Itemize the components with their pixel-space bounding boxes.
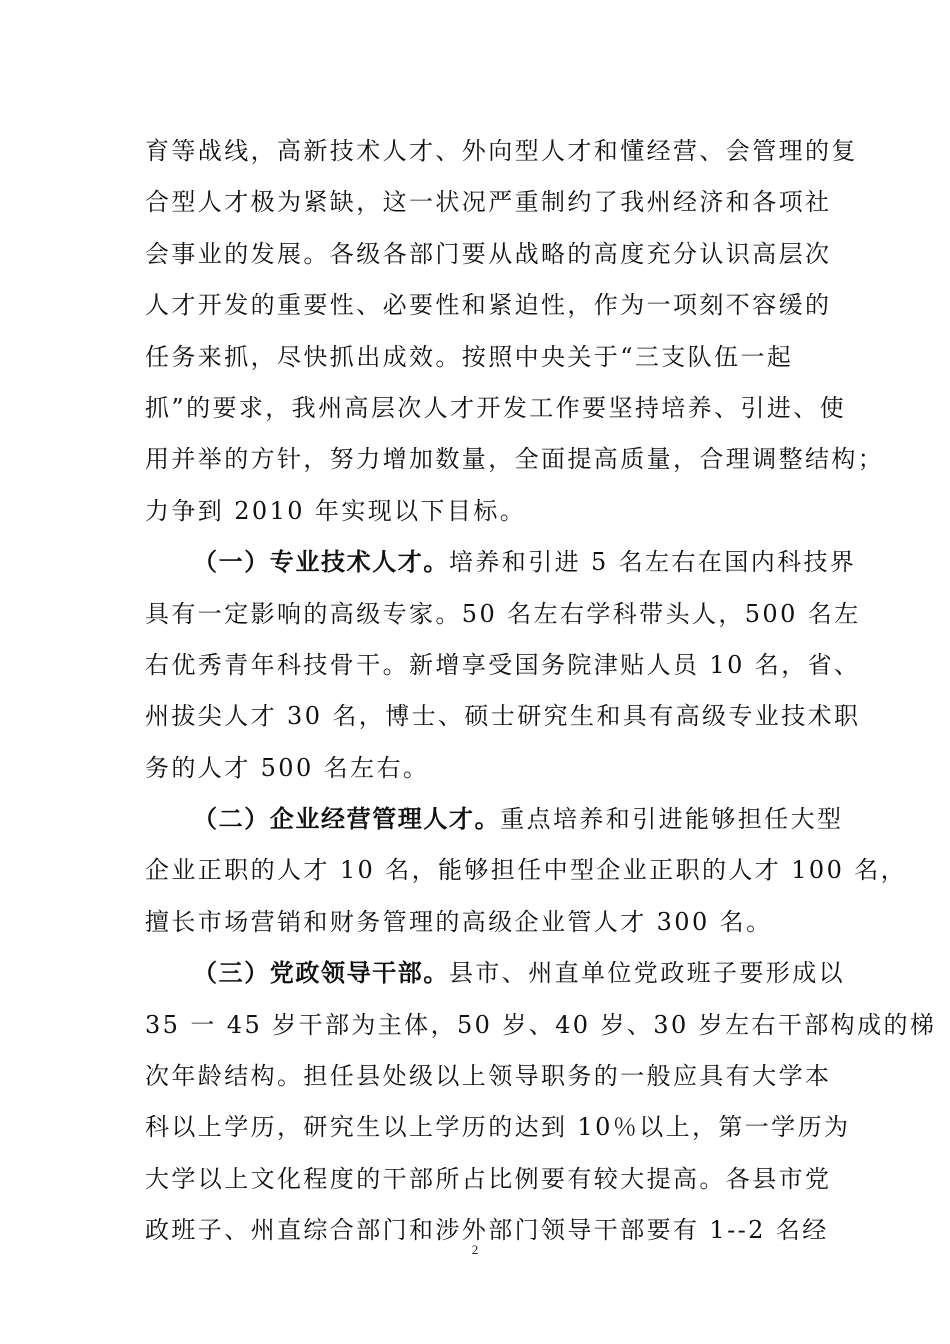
- paragraph-line: 合型人才极为紧缺，这一状况严重制约了我州经济和各项社: [145, 188, 832, 217]
- section-2-line: 擅长市场营销和财务管理的高级企业管人才 300 名。: [145, 907, 773, 936]
- section-3-first-line: [145, 948, 845, 999]
- section-1-line: 具有一定影响的高级专家。50 名左右学科带头人，500 名左: [145, 599, 861, 628]
- section-1-first-line: [145, 537, 857, 588]
- section-1-heading: （一）专业技术人才。: [193, 548, 449, 577]
- section-2-heading: （二）企业经营管理人才。: [193, 805, 501, 834]
- section-1-line: 务的人才 500 名左右。: [145, 753, 430, 782]
- section-3-line: 35 一 45 岁干部为主体，50 岁、40 岁、30 岁左右干部构成的梯: [145, 1010, 937, 1039]
- section-3-line: 次年龄结构。担任县处级以上领导职务的一般应具有大学本: [145, 1062, 832, 1091]
- section-3-line: 科以上学历，研究生以上学历的达到 10％以上，第一学历为: [145, 1113, 851, 1142]
- paragraph-line: 人才开发的重要性、必要性和紧迫性，作为一项刻不容缓的: [145, 291, 832, 320]
- section-1-line: 州拔尖人才 30 名，博士、硕士研究生和具有高级专业技术职: [145, 702, 861, 731]
- paragraph-line: 会事业的发展。各级各部门要从战略的高度充分认识高层次: [145, 239, 832, 268]
- paragraph-line: 用并举的方针，努力增加数量，全面提高质量，合理调整结构；: [145, 445, 885, 474]
- section-1-text: 培养和引进 5 名左右在国内科技界: [449, 548, 857, 577]
- section-1-line: 右优秀青年科技骨干。新增享受国务院津贴人员 10 名，省、: [145, 650, 861, 679]
- section-2-text: 重点培养和引进能够担任大型: [500, 805, 844, 834]
- section-3-line: 政班子、州直综合部门和涉外部门领导干部要有 1--2 名经: [145, 1216, 829, 1245]
- page-number: 2: [471, 1242, 479, 1257]
- section-3-line: 大学以上文化程度的干部所占比例要有较大提高。各县市党: [145, 1164, 832, 1193]
- paragraph-line: 任务来抓，尽快抓出成效。按照中央关于“三支队伍一起: [145, 342, 794, 371]
- section-2-first-line: [145, 794, 844, 845]
- section-3-heading: （三）党政领导干部。: [193, 959, 449, 988]
- document-body: [145, 126, 937, 1257]
- section-3-text: 县市、州直单位党政班子要形成以: [449, 959, 845, 988]
- paragraph-line: 育等战线，高新技术人才、外向型人才和懂经营、会管理的复: [145, 137, 858, 165]
- paragraph-line: 力争到 2010 年实现以下目标。: [145, 496, 527, 525]
- paragraph-line: 抓”的要求，我州高层次人才开发工作要坚持培养、引进、使: [145, 393, 847, 422]
- section-2-line: 企业正职的人才 10 名，能够担任中型企业正职的人才 100 名，: [145, 856, 908, 885]
